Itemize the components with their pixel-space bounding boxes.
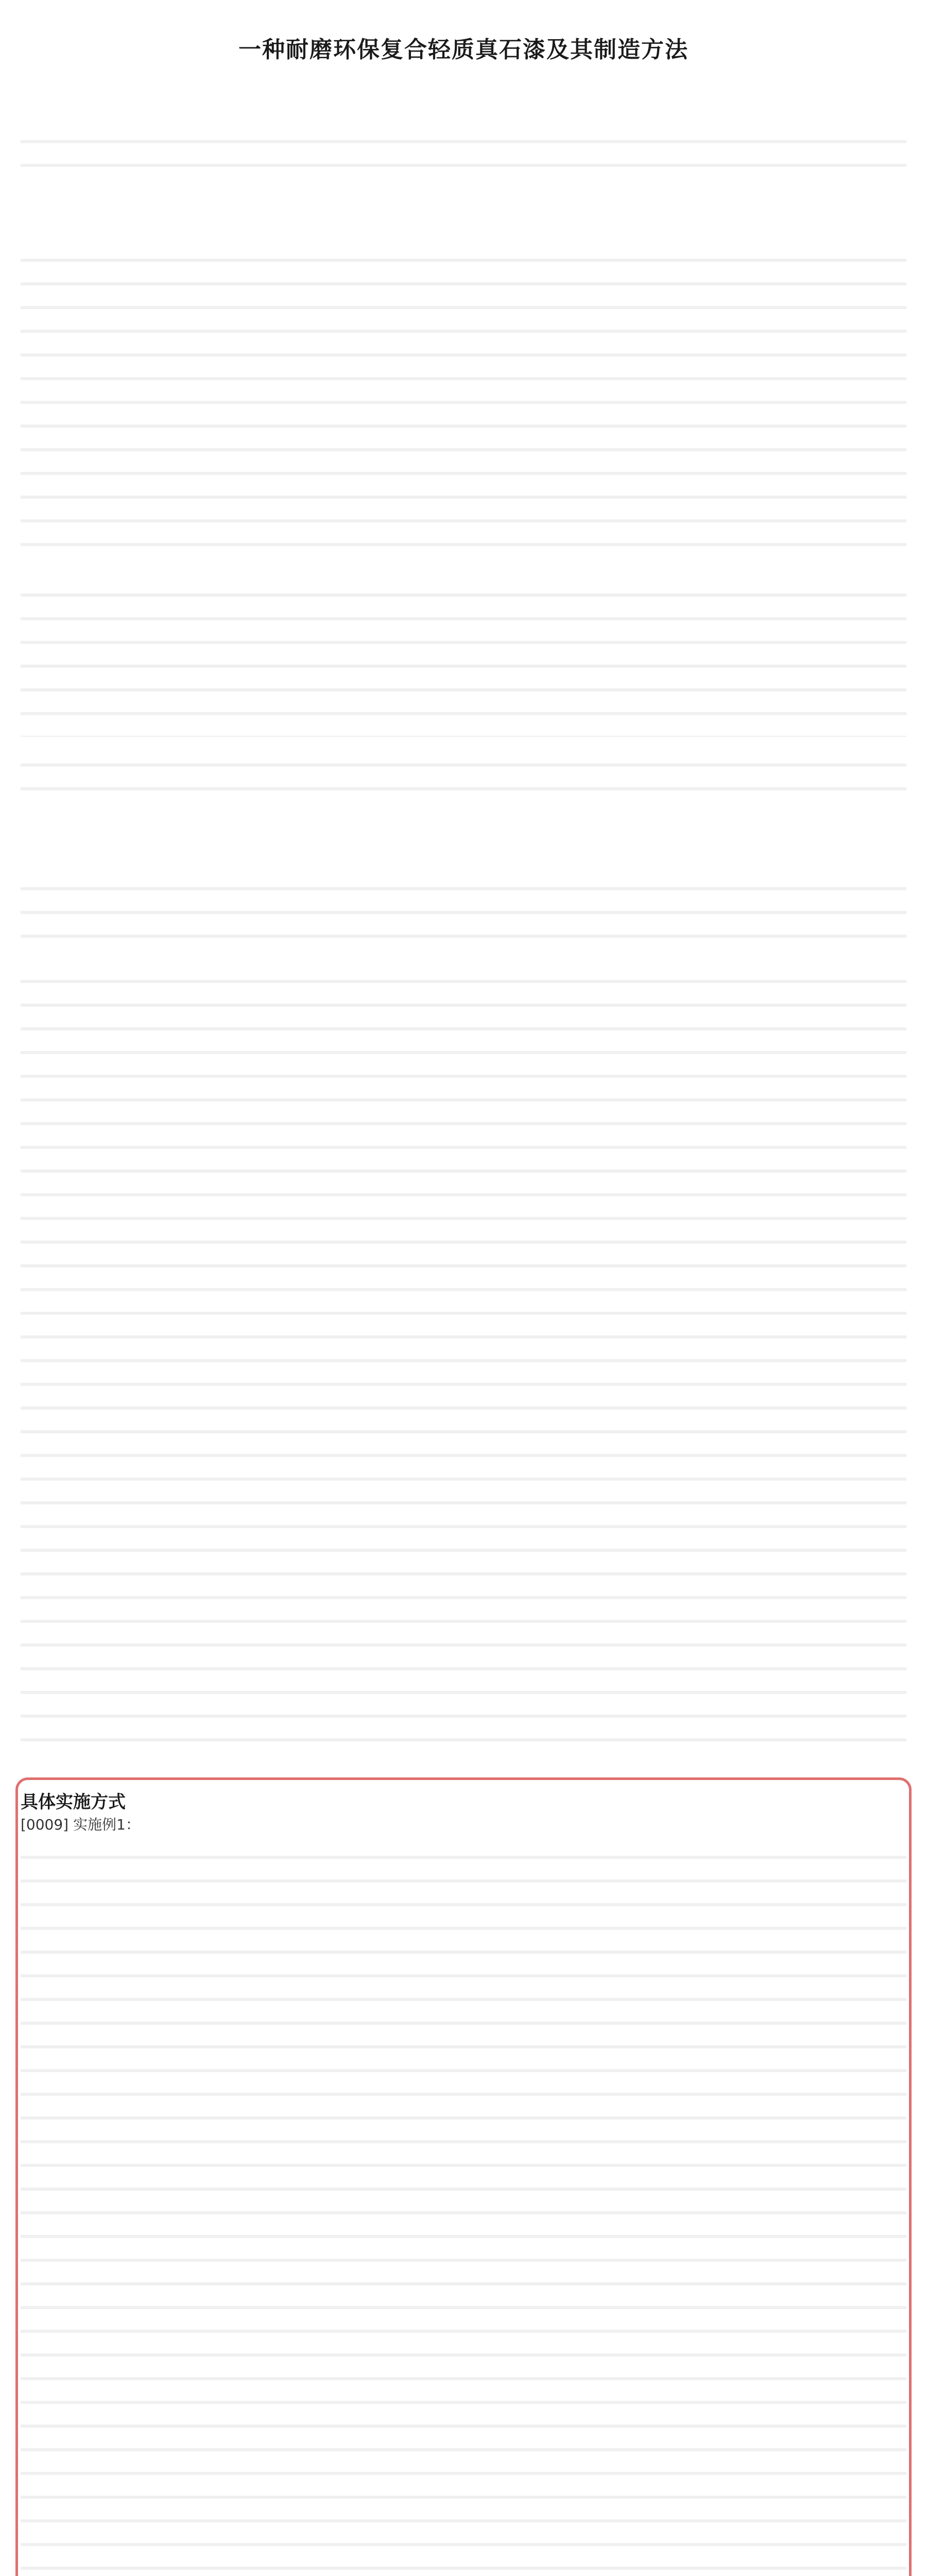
implementation-body [21, 1844, 906, 2576]
paragraph-0003 [21, 582, 906, 737]
paragraph-0002 [21, 247, 906, 567]
paragraph-0008 [21, 969, 906, 1752]
implementation-heading: 具体实施方式 [21, 1792, 126, 1812]
paragraph-0001 [21, 129, 906, 175]
implementation-tag: [0009] 实施例1： [21, 1816, 140, 1833]
document-title: 一种耐磨环保复合轻质真石漆及其制造方法 [238, 37, 689, 63]
paragraph-0004 [21, 752, 906, 804]
paragraph-0005 [21, 876, 906, 948]
